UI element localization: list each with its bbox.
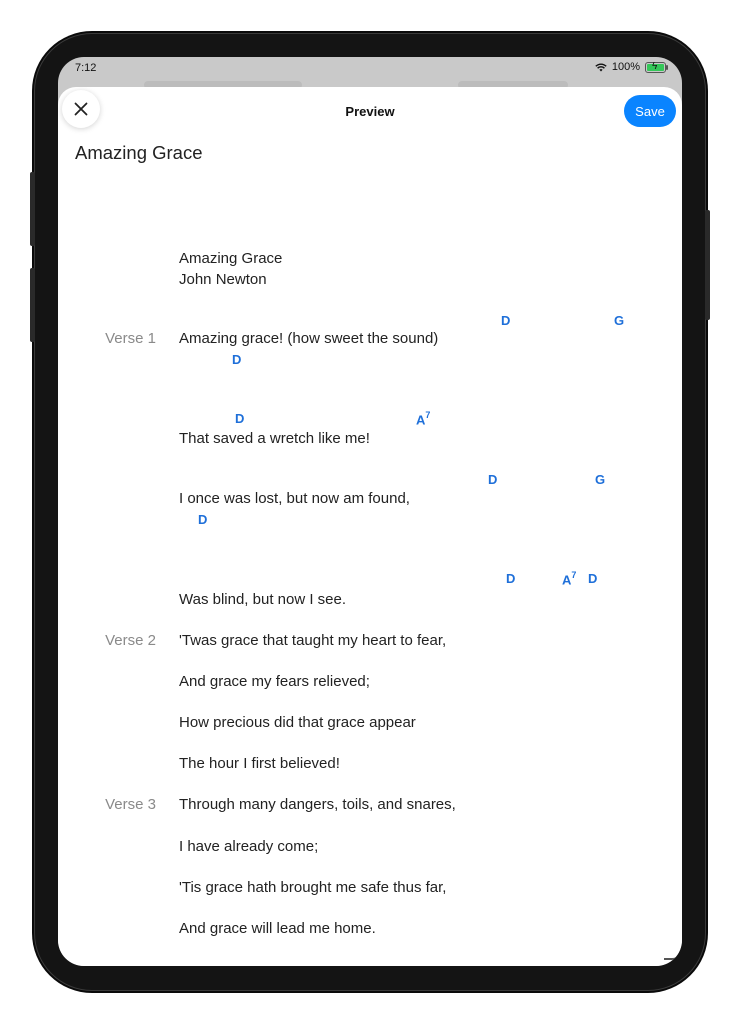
power-button [705, 210, 710, 320]
lyric-line: Amazing grace! (how sweet the sound) [179, 330, 439, 347]
nav-title: Preview [345, 104, 395, 119]
volume-down-button [30, 268, 35, 342]
chord: D [488, 472, 498, 487]
song-title: Amazing Grace [75, 142, 203, 163]
lyric-line: That saved a wretch like me! [179, 430, 370, 447]
battery-percentage: 100% [611, 61, 640, 73]
chord: D [506, 571, 516, 586]
lyric-line: I have already come; [179, 838, 319, 855]
verse-label: Verse 2 [105, 632, 156, 649]
verse-label: Verse 1 [105, 330, 156, 347]
verse-label: Verse 3 [105, 796, 156, 813]
header-author: John Newton [179, 271, 267, 288]
status-bar [58, 57, 682, 81]
lyric-line: And grace my fears relieved; [179, 673, 370, 690]
chord: $A^7$ [562, 570, 577, 588]
lyric-line: The hour I first believed! [179, 755, 340, 772]
preview-sheet [58, 87, 682, 966]
battery-icon: ϟ [645, 62, 666, 73]
status-time: 7:12 [75, 62, 97, 74]
volume-up-button [30, 172, 35, 246]
lyric-line: And grace will lead me home. [179, 920, 376, 937]
chord: D [198, 512, 208, 527]
chord: D [588, 571, 598, 586]
lyric-line: Through many dangers, toils, and snares, [179, 796, 456, 813]
header-title: Amazing Grace [179, 250, 283, 267]
chord: $A^7$ [416, 410, 431, 428]
chord: G [614, 313, 625, 328]
lyric-line: 'Tis grace hath brought me safe thus far, [179, 879, 447, 896]
wifi-icon [595, 63, 607, 72]
resize-corner-indicator [664, 940, 682, 960]
lyric-line: 'Twas grace that taught my heart to fear, [179, 632, 447, 649]
chord: D [232, 352, 242, 367]
chord: D [501, 313, 511, 328]
lyric-line: How precious did that grace appear [179, 714, 416, 731]
lyric-line: Was blind, but now I see. [179, 591, 347, 608]
save-button[interactable]: Save [624, 95, 676, 127]
chord: G [595, 472, 606, 487]
screen [58, 57, 682, 966]
lyric-line: I once was lost, but now am found, [179, 490, 410, 507]
chord: D [235, 411, 245, 426]
